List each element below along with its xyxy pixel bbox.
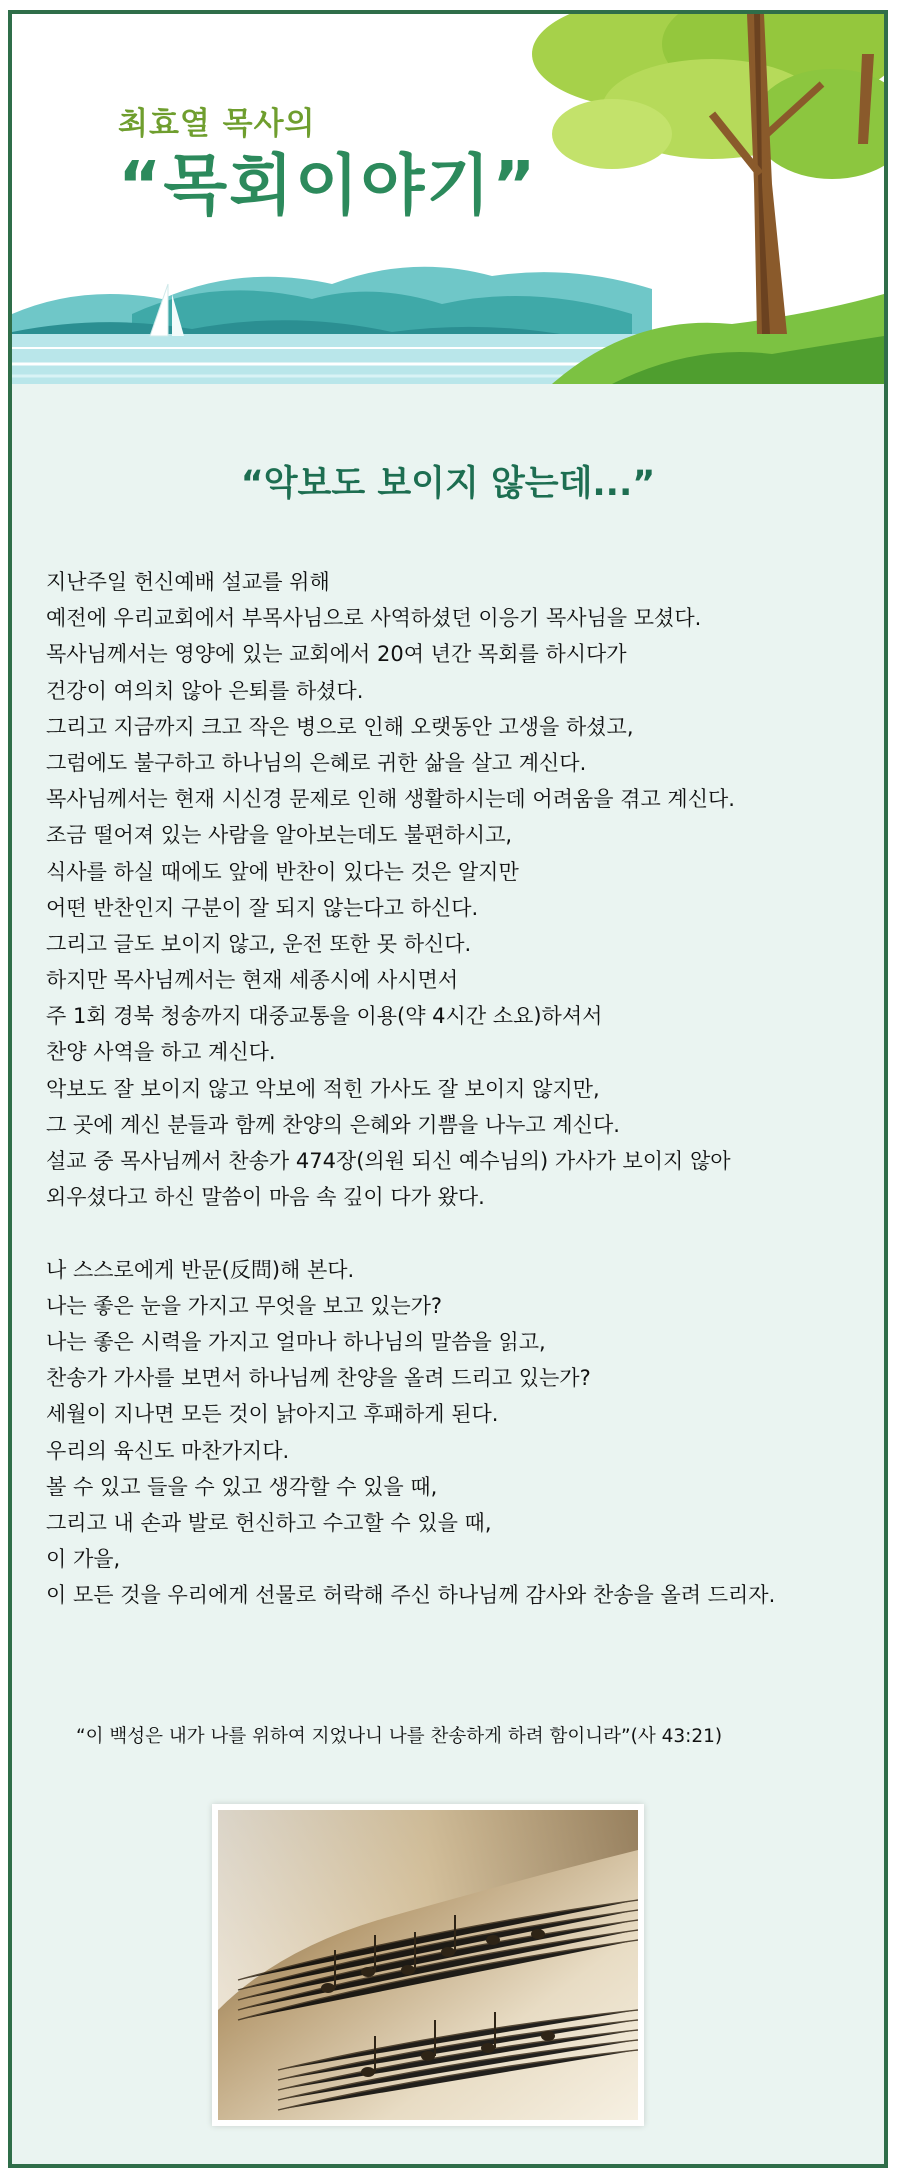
body-line: 조금 떨어져 있는 사람을 알아보는데도 불편하시고, (46, 823, 513, 848)
header-banner (12, 14, 884, 384)
body-line: 그리고 글도 보이지 않고, 운전 또한 못 하신다. (46, 931, 472, 956)
body-line: 악보도 잘 보이지 않고 악보에 적힌 가사도 잘 보이지 않지만, (46, 1076, 600, 1101)
body-line: 우리의 육신도 마찬가지다. (46, 1438, 290, 1463)
banner-title: “목회이야기” (118, 147, 538, 224)
paragraph-gap (46, 1215, 866, 1251)
body-line: 나는 좋은 눈을 가지고 무엇을 보고 있는가? (46, 1293, 443, 1318)
body-line: 그리고 지금까지 크고 작은 병으로 인해 오랫동안 고생을 하셨고, (46, 714, 634, 739)
body-line: 나는 좋은 시력을 가지고 얼마나 하나님의 말씀을 읽고, (46, 1329, 546, 1354)
page-frame (8, 10, 888, 2168)
body-line: 주 1회 경북 청송까지 대중교통을 이용(약 4시간 소요)하셔서 (46, 1004, 603, 1029)
body-line: 설교 중 목사님께서 찬송가 474장(의원 되신 예수님의) 가사가 보이지 않아 (46, 1149, 731, 1173)
body-line: 어떤 반찬인지 구분이 잘 되지 않는다고 하신다. (46, 895, 479, 920)
body-line: 건강이 여의치 않아 은퇴를 하셨다. (46, 678, 364, 703)
body-line: 이 모든 것을 우리에게 선물로 허락해 주신 하나님께 감사와 찬송을 올려 드리자. (46, 1583, 776, 1608)
body-line: 이 가을, (46, 1547, 121, 1572)
banner-subtitle: 최효열 목사의 (118, 106, 316, 142)
body-line: 세월이 지나면 모든 것이 낡아지고 후패하게 된다. (46, 1402, 499, 1427)
body-line: 나 스스로에게 반문(反問)해 본다. (46, 1257, 355, 1282)
body-line: 지난주일 헌신예배 설교를 위해 (46, 570, 330, 594)
sheet-music-icon (218, 1810, 638, 2120)
article-title: “악보도 보이지 않는데...” (240, 464, 656, 504)
body-line: 식사를 하실 때에도 앞에 반찬이 있다는 것은 알지만 (46, 859, 519, 884)
body-line: 찬송가 가사를 보면서 하나님께 찬양을 올려 드리고 있는가? (46, 1366, 591, 1391)
body-line: 하지만 목사님께서는 현재 세종시에 사시면서 (46, 968, 459, 993)
body-line: 찬양 사역을 하고 계신다. (46, 1040, 276, 1065)
body-line: 그 곳에 계신 분들과 함께 찬양의 은혜와 기쁨을 나누고 계신다. (46, 1112, 620, 1137)
body-line: 볼 수 있고 들을 수 있고 생각할 수 있을 때, (46, 1474, 438, 1499)
body-line: 목사님께서는 현재 시신경 문제로 인해 생활하시는데 어려움을 겪고 계신다. (46, 787, 735, 812)
body-line: 목사님께서는 영양에 있는 교회에서 20여 년간 목회를 하시다가 (46, 642, 627, 667)
bible-verse: “이 백성은 내가 나를 위하여 지었나니 나를 찬송하게 하려 함이니라”(사 43:21) (76, 1726, 723, 1747)
article-body (46, 564, 866, 1613)
sheet-music-photo (212, 1804, 644, 2126)
body-line: 그리고 내 손과 발로 헌신하고 수고할 수 있을 때, (46, 1510, 492, 1535)
body-line: 예전에 우리교회에서 부목사님으로 사역하셨던 이응기 목사님을 모셨다. (46, 606, 702, 631)
body-line: 그럼에도 불구하고 하나님의 은혜로 귀한 삶을 살고 계신다. (46, 750, 587, 775)
body-line: 외우셨다고 하신 말씀이 마음 속 깊이 다가 왔다. (46, 1185, 485, 1210)
